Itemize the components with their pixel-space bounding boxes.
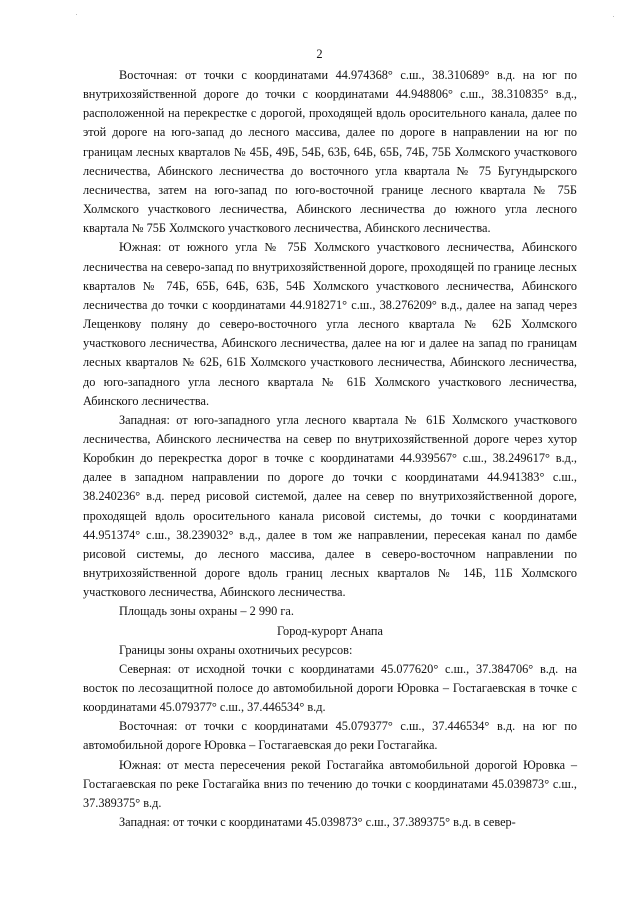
paragraph-east-border: Восточная: от точки с координатами 44.974368° с.ш., 38.310689° в.д. на юг по внутрихозяйственной дороге до точки с координатами 44.948806° с.ш., 38.310835° в.д., расположенной на перекрестке с дорогой, проходящей вдоль оросительного канала, далее по этой дороге на юго-запад до лесного массива, далее по дороге в направлении на юг по границам лесных кварталов № 45Б, 49Б, 54Б, 63Б, 64Б, 65Б, 74Б, 75Б Холмского участкового лесничества, Абинского лесничества до восточного угла квартала № 75 Бугундырского лесничества, затем на юго-запад по юго-восточной границе лесного квартала № 75Б Холмского участкового лесничества, Абинского лесничества до южного угла лесного квартала № 75Б Холмского участкового лесничества, Абинского лесничества.: [83, 68, 577, 236]
paragraph-north-border: Северная: от исходной точки с координатами 45.077620° с.ш., 37.384706° в.д. на восток по лесозащитной полосе до автомобильной дороги Юровка – Гостагаевская в точке с координатами 45.079377° с.ш., 37.446534° в.д.: [83, 661, 577, 715]
paragraph-area: Площадь зоны охраны – 2 990 га.: [119, 604, 294, 619]
paragraph-south-border: Южная: от южного угла № 75Б Холмского участкового лесничества, Абинского лесничества на северо-запад по внутрихозяйственной дороге, проходящей по границе лесных кварталов № 74Б, 65Б, 64Б, 63Б, 54Б Холмского участкового лесничества, Абинского лесничества до точки с координатами 44.918271° с.ш., 38.276209° в.д., далее на запад через Лещенкову поляну до северо-восточного угла лесного квартала № 62Б Холмского участкового лесничества, Абинского лесничества, далее на юг и далее на запад по границам лесных кварталов № 62Б, 61Б Холмского участкового лесничества, Абинского лесничества, до юго-западного угла лесного квартала № 61Б Холмского участкового лесничества, Абинского лесничества.: [83, 240, 577, 408]
paragraph-west-border: Западная: от юго-западного угла лесного квартала № 61Б Холмского участкового лесничества, Абинского лесничества на север по внутрихозяйственной дороге через хутор Коробкин до перекрестка дорог в точке с координатами 44.939567° с.ш., 38.249617° в.д., далее в западном направлении по дороге до точки с координатами 44.941383° с.ш., 38.240236° в.д. перед рисовой системой, далее на север по внутрихозяйственной дороге, проходящей вдоль оросительного канала рисовой системы, до точки с координатами 44.951374° с.ш., 38.239032° в.д., далее в том же направлении, пересекая канал по дамбе рисовой системы, до лесного массива, далее в северо-восточном направлении по внутрихозяйственной дороге вдоль границ лесных кварталов № 14Б, 11Б Холмского участкового лесничества, Абинского лесничества.: [83, 412, 577, 600]
paragraph-west-border-2: Западная: от точки с координатами 45.039873° с.ш., 37.389375° в.д. в север-: [119, 815, 516, 830]
paragraph-borders-intro: Границы зоны охраны охотничьих ресурсов:: [119, 642, 353, 657]
page-number: 2: [316, 47, 323, 61]
paragraph-south-border-2: Южная: от места пересечения рекой Гостагайка автомобильной дорогой Юровка – Гостагаевская по реке Гостагайка вниз по течению до точки с координатами 45.039873° с.ш., 37.389375° в.д.: [83, 757, 577, 810]
scan-speck: [613, 16, 614, 17]
scan-speck: [76, 14, 77, 15]
paragraph-east-border-2: Восточная: от точки с координатами 45.079377° с.ш., 37.446534° в.д. на юг по автомобильной дороге Юровка – Гостагаевская до реки Гостагайка.: [83, 719, 577, 753]
section-heading-anapa: Город-курорт Анапа: [277, 623, 383, 638]
body-text: [83, 66, 577, 832]
